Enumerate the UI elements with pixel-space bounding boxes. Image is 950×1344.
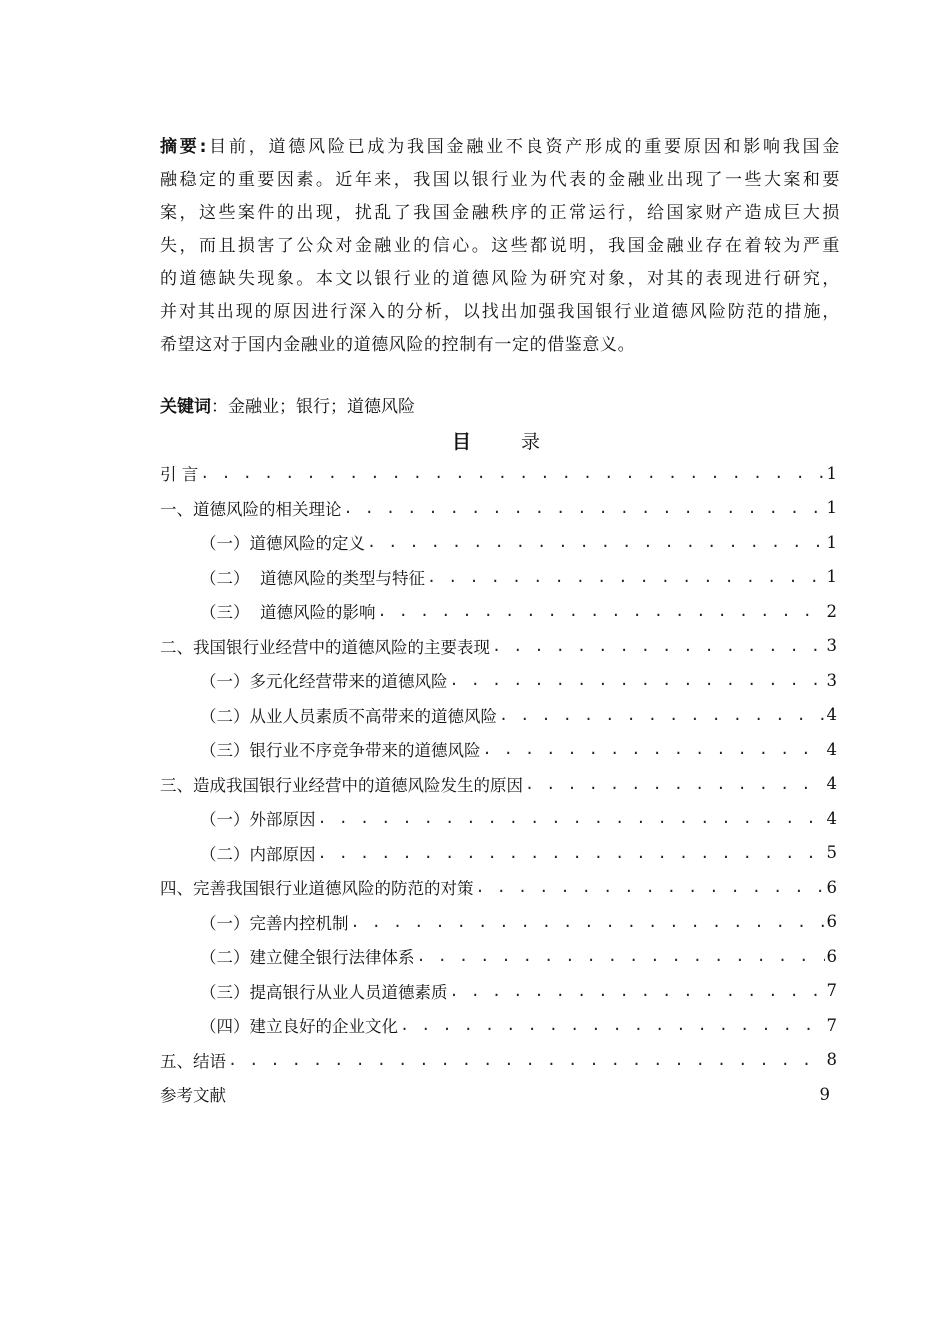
toc-leader-dots: [226, 1051, 825, 1069]
toc-entry[interactable]: [160, 560, 837, 595]
toc-leader-dots: [497, 706, 825, 724]
toc-page-number: 1: [826, 498, 837, 518]
toc-entry-title: 四、完善我国银行业道德风险的防范的对策: [160, 879, 474, 899]
toc-entry-title: 三、造成我国银行业经营中的道德风险发生的原因: [160, 775, 523, 795]
toc-page-number: 4: [826, 774, 837, 794]
toc-page-number: 4: [826, 808, 837, 828]
toc-leader-dots: [425, 568, 825, 586]
abstract-label: 摘要:: [160, 137, 207, 157]
toc-entry[interactable]: [160, 698, 837, 733]
toc-entry-title: 参考文献: [160, 1086, 226, 1106]
toc-entry[interactable]: [160, 629, 837, 664]
toc-page-number: 6: [826, 912, 837, 932]
toc-entry[interactable]: [160, 767, 837, 802]
abstract-line: 希望这对于国内金融业的道德风险的控制有一定的借鉴意义。: [160, 335, 636, 355]
toc-entry-title: （三）提高银行从业人员道德素质: [200, 982, 448, 1002]
toc-entry-title: （二） 道德风险的类型与特征: [200, 568, 425, 588]
toc-entry-title: （二）内部原因: [200, 844, 316, 864]
toc-entry[interactable]: [160, 1008, 837, 1043]
toc-page-number: 2: [826, 601, 837, 621]
toc-entry[interactable]: [160, 836, 837, 871]
toc-leader-dots: [448, 671, 826, 689]
toc-title: 目 录: [452, 431, 541, 453]
toc-page-number: 1: [826, 463, 837, 483]
toc-page-number: 4: [826, 739, 837, 759]
toc-entry-title: （一）外部原因: [200, 810, 316, 830]
toc-leader-dots: [448, 982, 826, 1000]
toc-leader-dots: [365, 533, 825, 551]
toc-entry-title: 一、道德风险的相关理论: [160, 499, 342, 519]
keywords-line: [160, 394, 415, 420]
toc-leader-dots: [376, 602, 826, 620]
toc-page-number: 6: [826, 946, 837, 966]
toc-leader-dots: [523, 775, 825, 793]
toc-leader-dots: [415, 947, 826, 965]
toc-entry-title: 二、我国银行业经营中的道德风险的主要表现: [160, 637, 490, 657]
toc-leader-dots: [481, 740, 826, 758]
toc-leader-dots: [349, 913, 826, 931]
toc-entry[interactable]: [160, 663, 837, 698]
toc-entry[interactable]: [160, 974, 837, 1009]
abstract-section: [160, 131, 840, 362]
abstract-line: 融稳定的重要因素。近年来，我国以银行业为代表的金融业出现了一些大案和要: [160, 170, 840, 190]
toc-entry-title: （三） 道德风险的影响: [200, 603, 376, 623]
abstract-line: 并对其出现的原因进行深入的分析，以找出加强我国银行业道德风险防范的措施，: [160, 302, 840, 322]
toc-entry-title: 引 言: [160, 465, 199, 485]
abstract-line: 的道德缺失现象。本文以银行业的道德风险为研究对象，对其的表现进行研究，: [160, 269, 840, 289]
toc-entry-title: （一）多元化经营带来的道德风险: [200, 672, 448, 692]
toc-entry-title: （三）银行业不序竞争带来的道德风险: [200, 741, 481, 761]
toc-page-number: 6: [826, 877, 837, 897]
toc-entry[interactable]: [160, 491, 837, 526]
toc-entry[interactable]: [160, 456, 837, 491]
toc-leader-dots: [398, 1016, 825, 1034]
toc-entry-title: （二）建立健全银行法律体系: [200, 948, 415, 968]
toc-leader-dots: [316, 809, 826, 827]
table-of-contents: [160, 456, 837, 1112]
toc-entry[interactable]: [160, 905, 837, 940]
toc-entry-title: （二）从业人员素质不高带来的道德风险: [200, 706, 497, 726]
toc-entry[interactable]: [160, 1077, 837, 1112]
abstract-line: 摘要:目前，道德风险已成为我国金融业不良资产形成的重要原因和影响我国金: [160, 137, 840, 157]
toc-entry[interactable]: [160, 1043, 837, 1078]
toc-page-number: 7: [826, 981, 837, 1001]
toc-entry[interactable]: [160, 594, 837, 629]
keywords-text: ：金融业；银行；道德风险: [211, 397, 415, 417]
toc-leader-dots: [490, 637, 825, 655]
abstract-line: 失，而且损害了公众对金融业的信心。这些都说明，我国金融业存在着较为严重: [160, 236, 840, 256]
toc-page-number: 3: [826, 670, 837, 690]
toc-page-number: 9: [819, 1084, 830, 1104]
toc-page-number: 4: [826, 705, 837, 725]
toc-entry[interactable]: [160, 732, 837, 767]
toc-entry[interactable]: [160, 939, 837, 974]
toc-leader-dots: [342, 499, 826, 517]
toc-leader-dots: [198, 464, 825, 482]
toc-entry-title: （一）完善内控机制: [200, 913, 349, 933]
toc-entry[interactable]: [160, 870, 837, 905]
toc-entry-title: （四）建立良好的企业文化: [200, 1017, 398, 1037]
toc-page-number: 3: [826, 636, 837, 656]
toc-entry[interactable]: [160, 525, 837, 560]
toc-page-number: 1: [826, 532, 837, 552]
toc-page-number: 5: [826, 843, 837, 863]
toc-leader-dots: [474, 878, 826, 896]
toc-page-number: 7: [826, 1015, 837, 1035]
toc-leader-dots: [316, 844, 826, 862]
toc-entry-title: 五、结语: [160, 1051, 226, 1071]
toc-page-number: 1: [826, 567, 837, 587]
toc-page-number: 8: [826, 1050, 837, 1070]
toc-entry[interactable]: [160, 801, 837, 836]
abstract-line: 案，这些案件的出现，扰乱了我国金融秩序的正常运行，给国家财产造成巨大损: [160, 203, 840, 223]
keywords-label: 关键词: [160, 397, 211, 417]
toc-entry-title: （一）道德风险的定义: [200, 534, 365, 554]
